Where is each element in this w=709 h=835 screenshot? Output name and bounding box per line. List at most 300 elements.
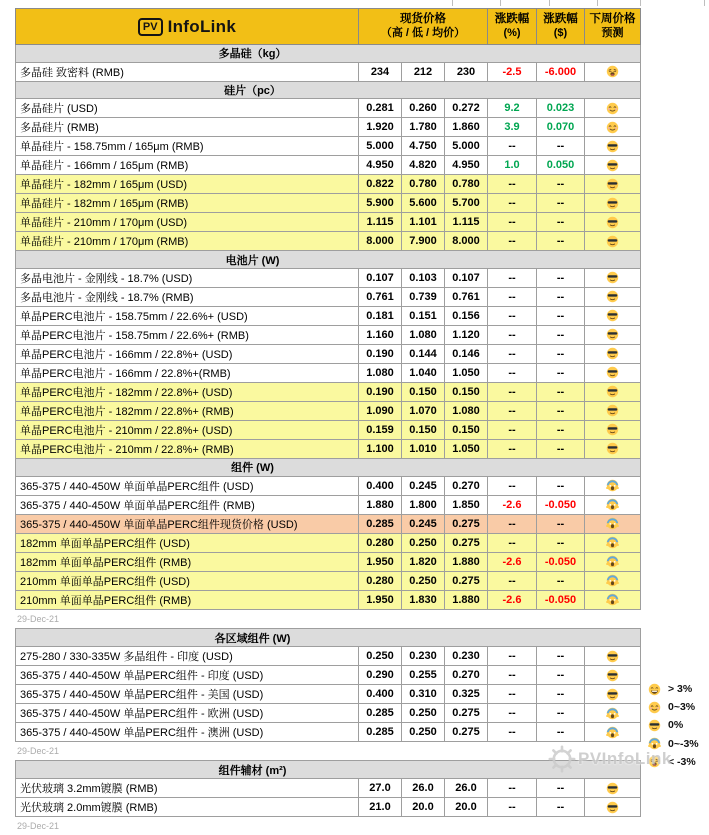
watermark-text: PVInfoLink <box>578 749 672 768</box>
price-row <box>16 666 641 685</box>
product-label-cell: 365-375 / 440-450W 单晶PERC组件 - 欧洲 (USD) <box>16 704 359 723</box>
forecast-cell <box>585 779 641 798</box>
section-header-row <box>16 45 641 63</box>
high-price-cell: 0.400 <box>359 476 402 495</box>
product-label-cell: 单晶PERC电池片 - 210mm / 22.8%+ (USD) <box>16 421 359 440</box>
change-pct-cell: -- <box>488 364 537 383</box>
spot-price-subtitle: （高 / 低 / 均价） <box>380 27 466 40</box>
change-usd-cell: -- <box>537 723 585 742</box>
change-usd-cell: -0.050 <box>537 495 585 514</box>
change-usd-cell: -- <box>537 213 585 232</box>
product-label-cell: 光伏玻璃 3.2mm镀膜 (RMB) <box>16 779 359 798</box>
forecast-cell <box>585 552 641 571</box>
forecast-legend <box>648 680 699 771</box>
product-label-cell: 多晶硅片 (RMB) <box>16 118 359 137</box>
legend-item <box>648 753 699 771</box>
price-row <box>16 647 641 666</box>
low-price-cell: 0.151 <box>402 307 445 326</box>
change-pct-cell: -2.6 <box>488 495 537 514</box>
change-pct-cell: -- <box>488 533 537 552</box>
change-usd-cell: -- <box>537 704 585 723</box>
low-price-cell: 0.144 <box>402 345 445 364</box>
change-usd-cell: -- <box>537 571 585 590</box>
low-price-cell: 0.739 <box>402 288 445 307</box>
price-row <box>16 345 641 364</box>
product-label-cell: 单晶PERC电池片 - 182mm / 22.8%+ (USD) <box>16 383 359 402</box>
product-label-cell: 182mm 单面单晶PERC组件 (RMB) <box>16 552 359 571</box>
weary-emoji-icon <box>606 65 619 78</box>
avg-price-cell: 1.115 <box>445 213 488 232</box>
price-row <box>16 440 641 459</box>
high-price-cell: 0.190 <box>359 383 402 402</box>
change-usd-cell: -- <box>537 647 585 666</box>
cool-emoji-icon <box>606 290 619 303</box>
change-usd-cell: -0.050 <box>537 552 585 571</box>
avg-price-cell: 5.700 <box>445 194 488 213</box>
price-row <box>16 175 641 194</box>
high-price-cell: 0.285 <box>359 514 402 533</box>
high-price-cell: 0.181 <box>359 307 402 326</box>
high-price-cell: 1.090 <box>359 402 402 421</box>
price-row <box>16 514 641 533</box>
low-price-cell: 212 <box>402 62 445 81</box>
change-usd-cell: -- <box>537 288 585 307</box>
price-row <box>16 269 641 288</box>
change-pct-cell: -- <box>488 175 537 194</box>
crop-artifact-tick <box>500 0 501 6</box>
change-usd-cell: -- <box>537 685 585 704</box>
high-price-cell: 21.0 <box>359 798 402 817</box>
change-pct-cell: -- <box>488 421 537 440</box>
product-label-cell: 365-375 / 440-450W 单面单晶PERC组件现货价格 (USD) <box>16 514 359 533</box>
low-price-cell: 4.750 <box>402 137 445 156</box>
change-usd-cell: -- <box>537 326 585 345</box>
change-pct-cell: -2.6 <box>488 590 537 609</box>
product-label-cell: 单晶PERC电池片 - 182mm / 22.8%+ (RMB) <box>16 402 359 421</box>
section-header-row <box>16 628 641 647</box>
legend-item <box>648 698 699 716</box>
col-header-forecast <box>585 9 641 45</box>
avg-price-cell: 0.325 <box>445 685 488 704</box>
avg-price-cell: 0.761 <box>445 288 488 307</box>
forecast-cell <box>585 99 641 118</box>
high-price-cell: 1.080 <box>359 364 402 383</box>
crop-artifact-tick <box>640 0 641 6</box>
change-usd-cell: -- <box>537 307 585 326</box>
avg-price-cell: 8.000 <box>445 232 488 251</box>
price-row <box>16 533 641 552</box>
high-price-cell: 27.0 <box>359 779 402 798</box>
cool-emoji-icon <box>606 197 619 210</box>
change-pct-cell: -- <box>488 232 537 251</box>
high-price-cell: 4.950 <box>359 156 402 175</box>
high-price-cell: 0.761 <box>359 288 402 307</box>
high-price-cell: 1.160 <box>359 326 402 345</box>
avg-price-cell: 0.156 <box>445 307 488 326</box>
cool-emoji-icon <box>606 328 619 341</box>
price-row <box>16 307 641 326</box>
avg-price-cell: 0.275 <box>445 533 488 552</box>
price-row <box>16 194 641 213</box>
price-row <box>16 99 641 118</box>
legend-label: 0~3% <box>668 701 696 714</box>
section-header-row <box>16 81 641 99</box>
scream-emoji-icon <box>606 536 619 549</box>
crop-artifact-tick <box>597 0 598 6</box>
forecast-cell <box>585 571 641 590</box>
price-row <box>16 590 641 609</box>
high-price-cell: 0.250 <box>359 647 402 666</box>
change-usd-cell: -- <box>537 666 585 685</box>
section-title: 组件 (W) <box>16 459 641 477</box>
change-usd-cell: -- <box>537 364 585 383</box>
scream-emoji-icon <box>606 555 619 568</box>
price-row <box>16 779 641 798</box>
section-title: 多晶硅（kg） <box>16 45 641 63</box>
crop-artifact-tick <box>549 0 550 6</box>
avg-price-cell: 1.050 <box>445 364 488 383</box>
low-price-cell: 0.245 <box>402 514 445 533</box>
forecast-cell <box>585 666 641 685</box>
avg-price-cell: 0.780 <box>445 175 488 194</box>
low-price-cell: 1.800 <box>402 495 445 514</box>
price-row <box>16 685 641 704</box>
scream-emoji-icon <box>606 498 619 511</box>
scream-emoji-icon <box>648 737 661 750</box>
low-price-cell: 0.103 <box>402 269 445 288</box>
low-price-cell: 0.250 <box>402 533 445 552</box>
price-row <box>16 118 641 137</box>
avg-price-cell: 1.880 <box>445 552 488 571</box>
scream-emoji-icon <box>606 574 619 587</box>
legend-item <box>648 716 699 734</box>
low-price-cell: 0.250 <box>402 571 445 590</box>
price-row <box>16 723 641 742</box>
change-pct-cell: -- <box>488 798 537 817</box>
product-label-cell: 210mm 单面单晶PERC组件 (RMB) <box>16 590 359 609</box>
product-label-cell: 210mm 单面单晶PERC组件 (USD) <box>16 571 359 590</box>
change-pct-cell: -- <box>488 345 537 364</box>
high-price-cell: 5.900 <box>359 194 402 213</box>
change-pct-cell: -- <box>488 723 537 742</box>
change-usd-cell: -- <box>537 514 585 533</box>
price-row <box>16 402 641 421</box>
legend-label: 0% <box>668 719 684 732</box>
change-pct-cell: -- <box>488 571 537 590</box>
price-row <box>16 156 641 175</box>
low-price-cell: 0.260 <box>402 99 445 118</box>
price-table-block-1 <box>15 8 655 628</box>
cool-emoji-icon <box>648 719 661 732</box>
forecast-cell <box>585 383 641 402</box>
change-usd-cell: -- <box>537 383 585 402</box>
avg-price-cell: 26.0 <box>445 779 488 798</box>
avg-price-cell: 230 <box>445 62 488 81</box>
cool-emoji-icon <box>606 423 619 436</box>
cool-emoji-icon <box>606 366 619 379</box>
price-row <box>16 704 641 723</box>
change-usd-cell: -- <box>537 421 585 440</box>
report-date: 29-Dec-21 <box>17 746 60 757</box>
product-label-cell: 单晶硅片 - 158.75mm / 165μm (RMB) <box>16 137 359 156</box>
forecast-cell <box>585 590 641 609</box>
forecast-cell <box>585 175 641 194</box>
product-label-cell: 365-375 / 440-450W 单晶PERC组件 - 澳洲 (USD) <box>16 723 359 742</box>
product-label-cell: 光伏玻璃 2.0mm镀膜 (RMB) <box>16 798 359 817</box>
product-label-cell: 182mm 单面单晶PERC组件 (USD) <box>16 533 359 552</box>
section-title: 组件辅材 (m²) <box>16 761 641 779</box>
change-pct-cell: -- <box>488 440 537 459</box>
avg-price-cell: 0.150 <box>445 421 488 440</box>
product-label-cell: 单晶PERC电池片 - 158.75mm / 22.6%+ (RMB) <box>16 326 359 345</box>
change-usd-cell: -- <box>537 402 585 421</box>
product-label-cell: 单晶PERC电池片 - 210mm / 22.8%+ (RMB) <box>16 440 359 459</box>
high-price-cell: 234 <box>359 62 402 81</box>
forecast-cell <box>585 514 641 533</box>
change-usd-cell: -- <box>537 440 585 459</box>
price-row <box>16 798 641 817</box>
avg-price-cell: 20.0 <box>445 798 488 817</box>
change-pct-cell: -- <box>488 269 537 288</box>
product-label-cell: 单晶硅片 - 182mm / 165μm (RMB) <box>16 194 359 213</box>
smile-emoji-icon <box>648 701 661 714</box>
forecast-cell <box>585 232 641 251</box>
product-label-cell: 365-375 / 440-450W 单面单晶PERC组件 (USD) <box>16 476 359 495</box>
change-pct-cell: -- <box>488 402 537 421</box>
price-row <box>16 476 641 495</box>
grin-emoji-icon <box>648 683 661 696</box>
price-row <box>16 288 641 307</box>
avg-price-cell: 0.150 <box>445 383 488 402</box>
price-row <box>16 326 641 345</box>
avg-price-cell: 1.850 <box>445 495 488 514</box>
high-price-cell: 0.400 <box>359 685 402 704</box>
low-price-cell: 7.900 <box>402 232 445 251</box>
high-price-cell: 0.285 <box>359 723 402 742</box>
price-row <box>16 552 641 571</box>
forecast-cell <box>585 402 641 421</box>
logo-name: InfoLink <box>167 16 237 36</box>
col-header-change-usd <box>537 9 585 45</box>
change-usd-cell: -- <box>537 269 585 288</box>
section-title: 各区域组件 (W) <box>16 628 641 647</box>
change-usd-cell: -6.000 <box>537 62 585 81</box>
change-pct-cell: -- <box>488 137 537 156</box>
high-price-cell: 1.100 <box>359 440 402 459</box>
cool-emoji-icon <box>606 271 619 284</box>
change-usd-cell: -0.050 <box>537 590 585 609</box>
change-pct-subtitle: (%) <box>503 27 521 40</box>
pvinfolink-logo <box>16 9 359 45</box>
change-usd-cell: 0.050 <box>537 156 585 175</box>
forecast-cell <box>585 326 641 345</box>
forecast-cell <box>585 723 641 742</box>
low-price-cell: 1.040 <box>402 364 445 383</box>
forecast-cell <box>585 685 641 704</box>
change-usd-cell: -- <box>537 175 585 194</box>
change-usd-cell: -- <box>537 137 585 156</box>
high-price-cell: 0.280 <box>359 533 402 552</box>
high-price-cell: 5.000 <box>359 137 402 156</box>
forecast-subtitle: 预测 <box>601 27 624 40</box>
high-price-cell: 0.280 <box>359 571 402 590</box>
cool-emoji-icon <box>606 140 619 153</box>
price-table <box>15 8 641 610</box>
high-price-cell: 1.920 <box>359 118 402 137</box>
low-price-cell: 0.150 <box>402 383 445 402</box>
high-price-cell: 0.107 <box>359 269 402 288</box>
forecast-cell <box>585 307 641 326</box>
high-price-cell: 8.000 <box>359 232 402 251</box>
low-price-cell: 0.150 <box>402 421 445 440</box>
price-table-block-2 <box>15 628 655 761</box>
change-usd-cell: -- <box>537 476 585 495</box>
price-row <box>16 232 641 251</box>
high-price-cell: 0.822 <box>359 175 402 194</box>
high-price-cell: 0.290 <box>359 666 402 685</box>
price-row <box>16 137 641 156</box>
forecast-cell <box>585 213 641 232</box>
forecast-cell <box>585 345 641 364</box>
forecast-cell <box>585 137 641 156</box>
logo-pv-badge: PV <box>138 18 163 36</box>
product-label-cell: 多晶电池片 - 金刚线 - 18.7% (USD) <box>16 269 359 288</box>
price-table <box>15 628 641 743</box>
avg-price-cell: 1.880 <box>445 590 488 609</box>
change-pct-cell: -- <box>488 383 537 402</box>
forecast-cell <box>585 440 641 459</box>
price-row <box>16 571 641 590</box>
section-title: 硅片（pc） <box>16 81 641 99</box>
avg-price-cell: 0.275 <box>445 704 488 723</box>
low-price-cell: 0.255 <box>402 666 445 685</box>
change-usd-cell: -- <box>537 798 585 817</box>
low-price-cell: 4.820 <box>402 156 445 175</box>
product-label-cell: 单晶硅片 - 182mm / 165μm (USD) <box>16 175 359 194</box>
high-price-cell: 1.115 <box>359 213 402 232</box>
avg-price-cell: 0.107 <box>445 269 488 288</box>
avg-price-cell: 1.080 <box>445 402 488 421</box>
low-price-cell: 1.070 <box>402 402 445 421</box>
product-label-cell: 365-375 / 440-450W 单面单晶PERC组件 (RMB) <box>16 495 359 514</box>
low-price-cell: 0.310 <box>402 685 445 704</box>
cool-emoji-icon <box>606 404 619 417</box>
weary-emoji-icon <box>648 755 661 768</box>
product-label-cell: 单晶PERC电池片 - 166mm / 22.8%+(RMB) <box>16 364 359 383</box>
low-price-cell: 0.230 <box>402 647 445 666</box>
scream-emoji-icon <box>606 517 619 530</box>
cool-emoji-icon <box>606 688 619 701</box>
forecast-cell <box>585 364 641 383</box>
change-usd-cell: 0.070 <box>537 118 585 137</box>
high-price-cell: 0.281 <box>359 99 402 118</box>
avg-price-cell: 0.146 <box>445 345 488 364</box>
change-pct-cell: 3.9 <box>488 118 537 137</box>
forecast-cell <box>585 421 641 440</box>
smile-emoji-icon <box>606 121 619 134</box>
change-pct-cell: -- <box>488 666 537 685</box>
avg-price-cell: 0.230 <box>445 647 488 666</box>
forecast-cell <box>585 62 641 81</box>
avg-price-cell: 1.120 <box>445 326 488 345</box>
price-table <box>15 760 641 817</box>
product-label-cell: 单晶硅片 - 210mm / 170μm (RMB) <box>16 232 359 251</box>
product-label-cell: 365-375 / 440-450W 单晶PERC组件 - 美国 (USD) <box>16 685 359 704</box>
product-label-cell: 单晶硅片 - 166mm / 165μm (RMB) <box>16 156 359 175</box>
low-price-cell: 1.080 <box>402 326 445 345</box>
crop-artifact-tick <box>452 0 453 6</box>
change-pct-cell: -- <box>488 476 537 495</box>
high-price-cell: 1.950 <box>359 590 402 609</box>
cool-emoji-icon <box>606 650 619 663</box>
smile-emoji-icon <box>606 102 619 115</box>
logo <box>18 17 356 37</box>
change-usd-cell: 0.023 <box>537 99 585 118</box>
avg-price-cell: 0.272 <box>445 99 488 118</box>
avg-price-cell: 4.950 <box>445 156 488 175</box>
scream-emoji-icon <box>606 479 619 492</box>
cool-emoji-icon <box>606 442 619 455</box>
low-price-cell: 1.830 <box>402 590 445 609</box>
crop-artifact-tick <box>704 0 705 6</box>
forecast-cell <box>585 288 641 307</box>
table-header-row <box>16 9 641 45</box>
change-pct-cell: -- <box>488 685 537 704</box>
price-table-block-3 <box>15 760 655 835</box>
change-pct-cell: -- <box>488 326 537 345</box>
high-price-cell: 0.159 <box>359 421 402 440</box>
product-label-cell: 多晶硅片 (USD) <box>16 99 359 118</box>
avg-price-cell: 0.270 <box>445 666 488 685</box>
section-header-row <box>16 761 641 779</box>
forecast-cell <box>585 704 641 723</box>
price-row <box>16 62 641 81</box>
forecast-cell <box>585 533 641 552</box>
avg-price-cell: 1.050 <box>445 440 488 459</box>
change-usd-title: 涨跌幅 <box>543 13 578 26</box>
scream-emoji-icon <box>606 593 619 606</box>
forecast-title: 下周价格 <box>589 13 636 26</box>
avg-price-cell: 0.275 <box>445 723 488 742</box>
forecast-cell <box>585 495 641 514</box>
forecast-cell <box>585 476 641 495</box>
section-title: 电池片 (W) <box>16 251 641 269</box>
legend-label: > 3% <box>668 683 693 696</box>
price-row <box>16 495 641 514</box>
forecast-cell <box>585 194 641 213</box>
forecast-cell <box>585 156 641 175</box>
price-row <box>16 364 641 383</box>
low-price-cell: 1.820 <box>402 552 445 571</box>
price-row <box>16 383 641 402</box>
col-header-spot-price <box>359 9 488 45</box>
change-pct-cell: 1.0 <box>488 156 537 175</box>
change-pct-cell: -- <box>488 194 537 213</box>
change-pct-cell: -- <box>488 213 537 232</box>
low-price-cell: 0.780 <box>402 175 445 194</box>
scream-emoji-icon <box>606 726 619 739</box>
product-label-cell: 多晶硅 致密料 (RMB) <box>16 62 359 81</box>
avg-price-cell: 1.860 <box>445 118 488 137</box>
high-price-cell: 1.950 <box>359 552 402 571</box>
low-price-cell: 1.780 <box>402 118 445 137</box>
avg-price-cell: 0.275 <box>445 571 488 590</box>
avg-price-cell: 0.270 <box>445 476 488 495</box>
scream-emoji-icon <box>606 707 619 720</box>
high-price-cell: 1.880 <box>359 495 402 514</box>
cool-emoji-icon <box>606 385 619 398</box>
cool-emoji-icon <box>606 347 619 360</box>
